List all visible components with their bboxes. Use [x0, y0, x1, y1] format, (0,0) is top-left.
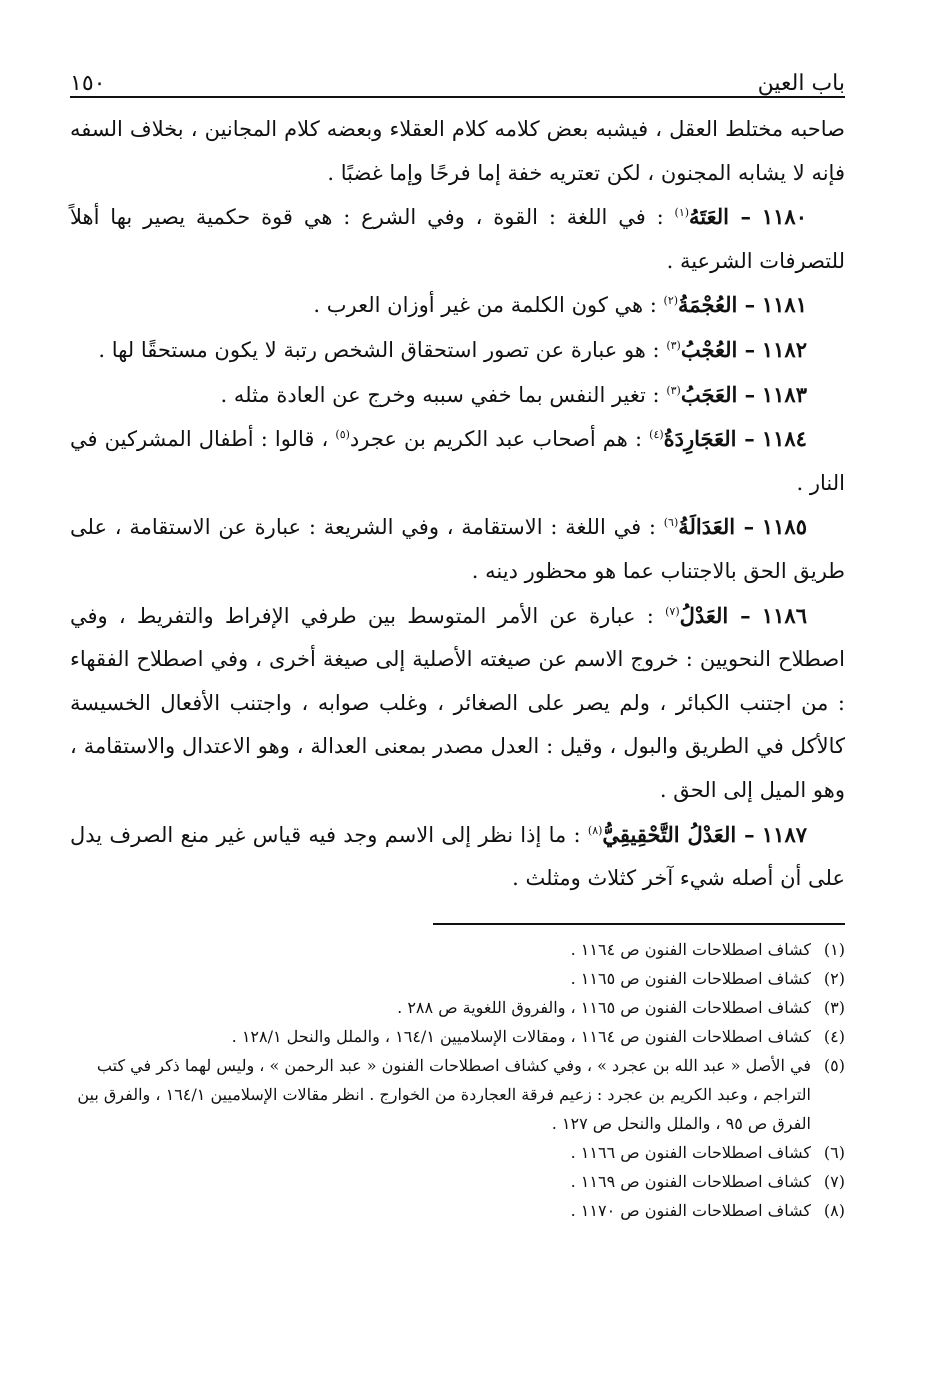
footnote-ref: (٨) [587, 823, 603, 837]
entry-definition: : ما إذا نظر إلى الاسم وجد فيه قياس غير منع الصرف يدل على أن أصله شيء آخر كثلاث ومثلث . [70, 822, 845, 891]
footnote [70, 1051, 845, 1138]
footnote-text: كشاف اصطلاحات الفنون ص ١١٦٤ . [570, 939, 811, 959]
main-text [70, 108, 845, 901]
entry-term: العَتَهُ [689, 204, 730, 230]
entry-1180: ١١٨٠ – العَتَهُ$^{(١)}$ : في اللغة : القوة ، وفي الشرع : هي قوة حكمية يصير بها أهلاً للتصرفات الشرعية . [70, 204, 845, 273]
footnote-text: في الأصل « عبد الله بن عجرد » ، وفي كشاف اصطلاحات الفنون « عبد الرحمن » ، وليس لهما ذكر في كتب التراجم ، وعبد الكريم بن عجرد : زعيم فرقة العجاردة من الخوارج . انظر مقالات الإسلاميين ١٦٤/١ ، والفرق بين الفرق ص ٩٥ ، والملل والنحل ص ١٢٧ . [77, 1055, 811, 1133]
footnote-text: كشاف اصطلاحات الفنون ص ١١٦٩ . [570, 1171, 811, 1191]
entry-definition: : عبارة عن الأمر المتوسط بين طرفي الإفراط والتفريط ، وفي اصطلاح النحويين : خروج الاسم عن صيغته الأصلية إلى صيغة أخرى ، وفي اصطلاح الفقهاء : من اجتنب الكبائر ، ولم يصر على الصغائر ، وغلب صوابه ، واجتنب الأفعال الخسيسة كالأكل في الطريق والبول ، وقيل : العدل مصدر بمعنى العدالة ، وهو الاعتدال والاستقامة ، وهو الميل إلى الحق . [70, 603, 845, 802]
entry-term: العُجْمَةُ [678, 292, 738, 318]
entry-definition: : هي كون الكلمة من غير أوزان العرب . [313, 293, 657, 318]
entry-number: ١١٨١ [761, 292, 807, 318]
entry-number: ١١٨٣ [761, 381, 807, 407]
footnote-ref: (٥) [335, 428, 350, 442]
footnote [70, 993, 845, 1022]
entry-number: ١١٨٦ [761, 602, 807, 628]
entry-definition: : هم أصحاب عبد الكريم بن عجرد [349, 427, 643, 452]
footnote-ref: (٢) [663, 294, 679, 308]
footnote-text: كشاف اصطلاحات الفنون ص ١١٧٠ . [570, 1200, 811, 1220]
footnote-ref: (٦) [663, 516, 679, 530]
entry-term: العُجْبُ [680, 336, 738, 362]
entry-number: ١١٨٤ [761, 426, 807, 452]
footnote-number: (٤) [823, 1026, 845, 1046]
entry-number: ١١٨٧ [761, 821, 808, 847]
entry-1182: ١١٨٢ – العُجْبُ$^{(٣)}$ : هو عبارة عن تصور استحقاق الشخص رتبة لا يكون مستحقًا لها . [98, 336, 807, 362]
entry-1181: ١١٨١ – العُجْمَةُ$^{(٢)}$ : هي كون الكلمة من غير أوزان العرب . [313, 292, 807, 318]
footnote-divider [433, 923, 845, 925]
entry-1186: ١١٨٦ – العَدْلُ$^{(٧)}$ : عبارة عن الأمر المتوسط بين طرفي الإفراط والتفريط ، وفي اصطلاح النحويين : خروج الاسم عن صيغته الأصلية إلى صيغة أخرى ، وفي اصطلاح الفقهاء : من اجتنب الكبائر ، ولم يصر على الصغائر ، وغلب صوابه ، واجتنب الأفعال الخسيسة كالأكل في الطريق والبول ، وقيل : العدل مصدر بمعنى العدالة ، وهو الاعتدال والاستقامة ، وهو الميل إلى الحق . [70, 602, 845, 802]
entry-term: العَدَالَةُ [678, 514, 736, 540]
paragraph-continuation [70, 108, 845, 195]
footnote-ref: (٣) [666, 383, 681, 397]
footnote-number: (٦) [823, 1142, 845, 1162]
entry-number: ١١٨٢ [761, 336, 807, 362]
footnote-text: كشاف اصطلاحات الفنون ص ١١٦٥ ، والفروق اللغوية ص ٢٨٨ . [397, 997, 811, 1017]
page-number: ١٥٠ [70, 71, 106, 96]
footnote-ref: (٤) [649, 428, 664, 442]
footnote-ref: (١) [674, 206, 690, 220]
entry-definition: : هو عبارة عن تصور استحقاق الشخص رتبة لا يكون مستحقًا لها . [98, 337, 660, 362]
footnote-number: (٨) [823, 1200, 845, 1220]
paragraph-text: صاحبه مختلط العقل ، فيشبه بعض كلامه كلام العقلاء وبعضه كلام المجانين ، بخلاف السفه فإنه لا يشابه المجنون ، لكن تعتريه خفة إما فرحًا وإما غضبًا . [70, 117, 845, 185]
entry-1185: ١١٨٥ – العَدَالَةُ$^{(٦)}$ : في اللغة : الاستقامة ، وفي الشريعة : عبارة عن الاستقامة ، على طريق الحق بالاجتناب عما هو محظور دينه . [70, 514, 845, 583]
footnote-number: (٥) [823, 1055, 845, 1075]
page [70, 58, 845, 1225]
entry-1184: ١١٨٤ – العَجَارِدَةُ$^{(٤)}$ : هم أصحاب عبد الكريم بن عجرد$^{(٥)}$ ، قالوا : أطفال المشركين في النار . [70, 426, 845, 495]
footnote-number: (٢) [823, 968, 845, 988]
chapter-title: باب العين [757, 71, 845, 96]
entry-term: العَجَارِدَةُ [663, 426, 737, 452]
entry-term: العَدْلُ [679, 602, 729, 628]
footnote-ref: (٣) [666, 338, 681, 352]
entry-1183: ١١٨٣ – العَجَبُ$^{(٣)}$ : تغير النفس بما خفي سببه وخرج عن العادة مثله . [220, 381, 807, 407]
footnote [70, 1138, 845, 1167]
entry-term: العَدْلُ التَّحْقِيقِيُّ [602, 821, 737, 847]
footnote-text: كشاف اصطلاحات الفنون ص ١١٦٥ . [570, 968, 811, 988]
footnote-text: كشاف اصطلاحات الفنون ص ١١٦٤ ، ومقالات الإسلاميين ١٦٤/١ ، والملل والنحل ١٢٨/١ . [231, 1026, 811, 1046]
entry-definition-cont: ، قالوا : أطفال المشركين في النار . [70, 427, 845, 495]
footnote [70, 935, 845, 964]
entry-number: ١١٨٥ [761, 514, 807, 540]
footnote [70, 1167, 845, 1196]
entry-1187: ١١٨٧ – العَدْلُ التَّحْقِيقِيُّ$^{(٨)}$ : ما إذا نظر إلى الاسم وجد فيه قياس غير منع الصرف يدل على أن أصله شيء آخر كثلاث ومثلث . [70, 821, 845, 891]
footnote [70, 1196, 845, 1225]
entry-definition: : في اللغة : القوة ، وفي الشرع : هي قوة حكمية يصير بها أهلاً للتصرفات الشرعية . [70, 205, 845, 273]
footnotes [70, 935, 845, 1225]
footnote-text: كشاف اصطلاحات الفنون ص ١١٦٦ . [570, 1142, 811, 1162]
entry-definition: : في اللغة : الاستقامة ، وفي الشريعة : عبارة عن الاستقامة ، على طريق الحق بالاجتناب عما هو محظور دينه . [70, 515, 845, 583]
footnote-number: (٧) [823, 1171, 845, 1191]
footnote-number: (١) [823, 939, 845, 959]
footnote-number: (٣) [823, 997, 845, 1017]
footnote [70, 1022, 845, 1051]
entry-term: العَجَبُ [680, 381, 738, 407]
running-header [70, 58, 845, 98]
footnote [70, 964, 845, 993]
entry-definition: : تغير النفس بما خفي سببه وخرج عن العادة مثله . [220, 382, 660, 407]
entry-number: ١١٨٠ [761, 204, 807, 230]
footnote-ref: (٧) [665, 604, 680, 618]
